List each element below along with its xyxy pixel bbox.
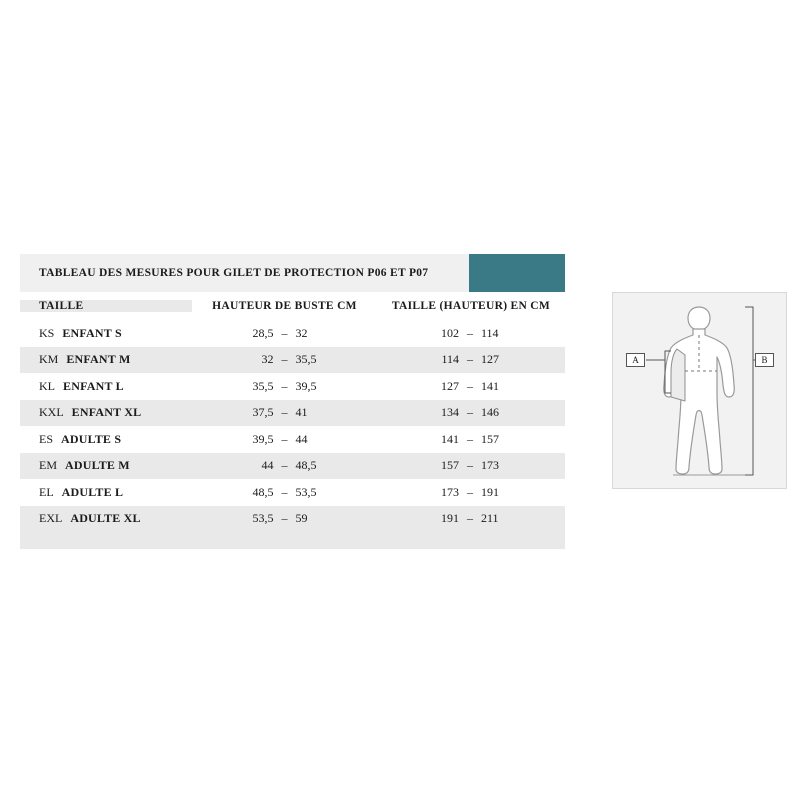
column-header-taille: TAILLE [20,300,192,312]
column-header-row [20,292,565,320]
size-label: ENFANT M [66,352,131,367]
size-code: EL [39,484,54,499]
measurement-marker-b: B [755,353,774,367]
cell-size [20,485,192,500]
table-row [20,373,565,400]
cell-bust-range: 48,5 – 53,5 [252,484,317,499]
table-row [20,426,565,453]
table-row [20,320,565,347]
body-figure-illustration [613,293,786,488]
cell-size [20,326,192,341]
size-label: ENFANT L [63,378,124,393]
table-row [20,506,565,533]
table-footer-strip [20,532,565,549]
size-code: KS [39,325,55,340]
cell-height-range: 134 – 146 [441,405,499,420]
size-code: EM [39,458,57,473]
cell-bust-range: 53,5 – 59 [252,511,308,526]
cell-size [20,511,192,526]
cell-size [20,405,192,420]
table-row [20,347,565,374]
cell-size [20,458,192,473]
cell-bust-range: 35,5 – 39,5 [252,378,317,393]
cell-size [20,352,192,367]
cell-height-range: 191 – 211 [441,511,499,526]
size-label: ENFANT XL [71,405,142,420]
cell-bust-range: 44 – 48,5 [261,458,317,473]
cell-bust-range: 32 – 35,5 [261,352,317,367]
size-label: ADULTE S [61,431,122,446]
cell-height-range: 157 – 173 [441,458,499,473]
cell-height-range: 102 – 114 [441,325,499,340]
cell-bust-range: 28,5 – 32 [252,325,308,340]
cell-size [20,379,192,394]
size-code: KL [39,378,55,393]
size-label: ADULTE L [61,484,124,499]
column-header-body-height: TAILLE (HAUTEUR) EN CM [391,299,551,312]
size-code: EXL [39,511,63,526]
size-chart-header [20,254,565,292]
cell-height-range: 127 – 141 [441,378,499,393]
table-row [20,400,565,427]
size-code: KXL [39,405,64,420]
size-code: ES [39,431,54,446]
measurement-figure-panel [612,292,787,489]
size-label: ADULTE XL [70,511,141,526]
cell-height-range: 141 – 157 [441,431,499,446]
cell-size [20,432,192,447]
table-row [20,453,565,480]
cell-height-range: 114 – 127 [441,352,499,367]
size-code: KM [39,352,59,367]
cell-bust-range: 37,5 – 41 [252,405,308,420]
size-chart-title: TABLEAU DES MESURES POUR GILET DE PROTECTION P06 ET P07 [39,267,429,279]
size-chart [20,254,565,549]
cell-bust-range: 39,5 – 44 [252,431,308,446]
size-label: ADULTE M [65,458,130,473]
accent-tab [469,254,565,292]
measurement-marker-a: A [626,353,645,367]
cell-height-range: 173 – 191 [441,484,499,499]
column-header-bust-height: HAUTEUR DE BUSTE CM [212,299,357,312]
size-label: ENFANT S [62,325,122,340]
table-row [20,479,565,506]
